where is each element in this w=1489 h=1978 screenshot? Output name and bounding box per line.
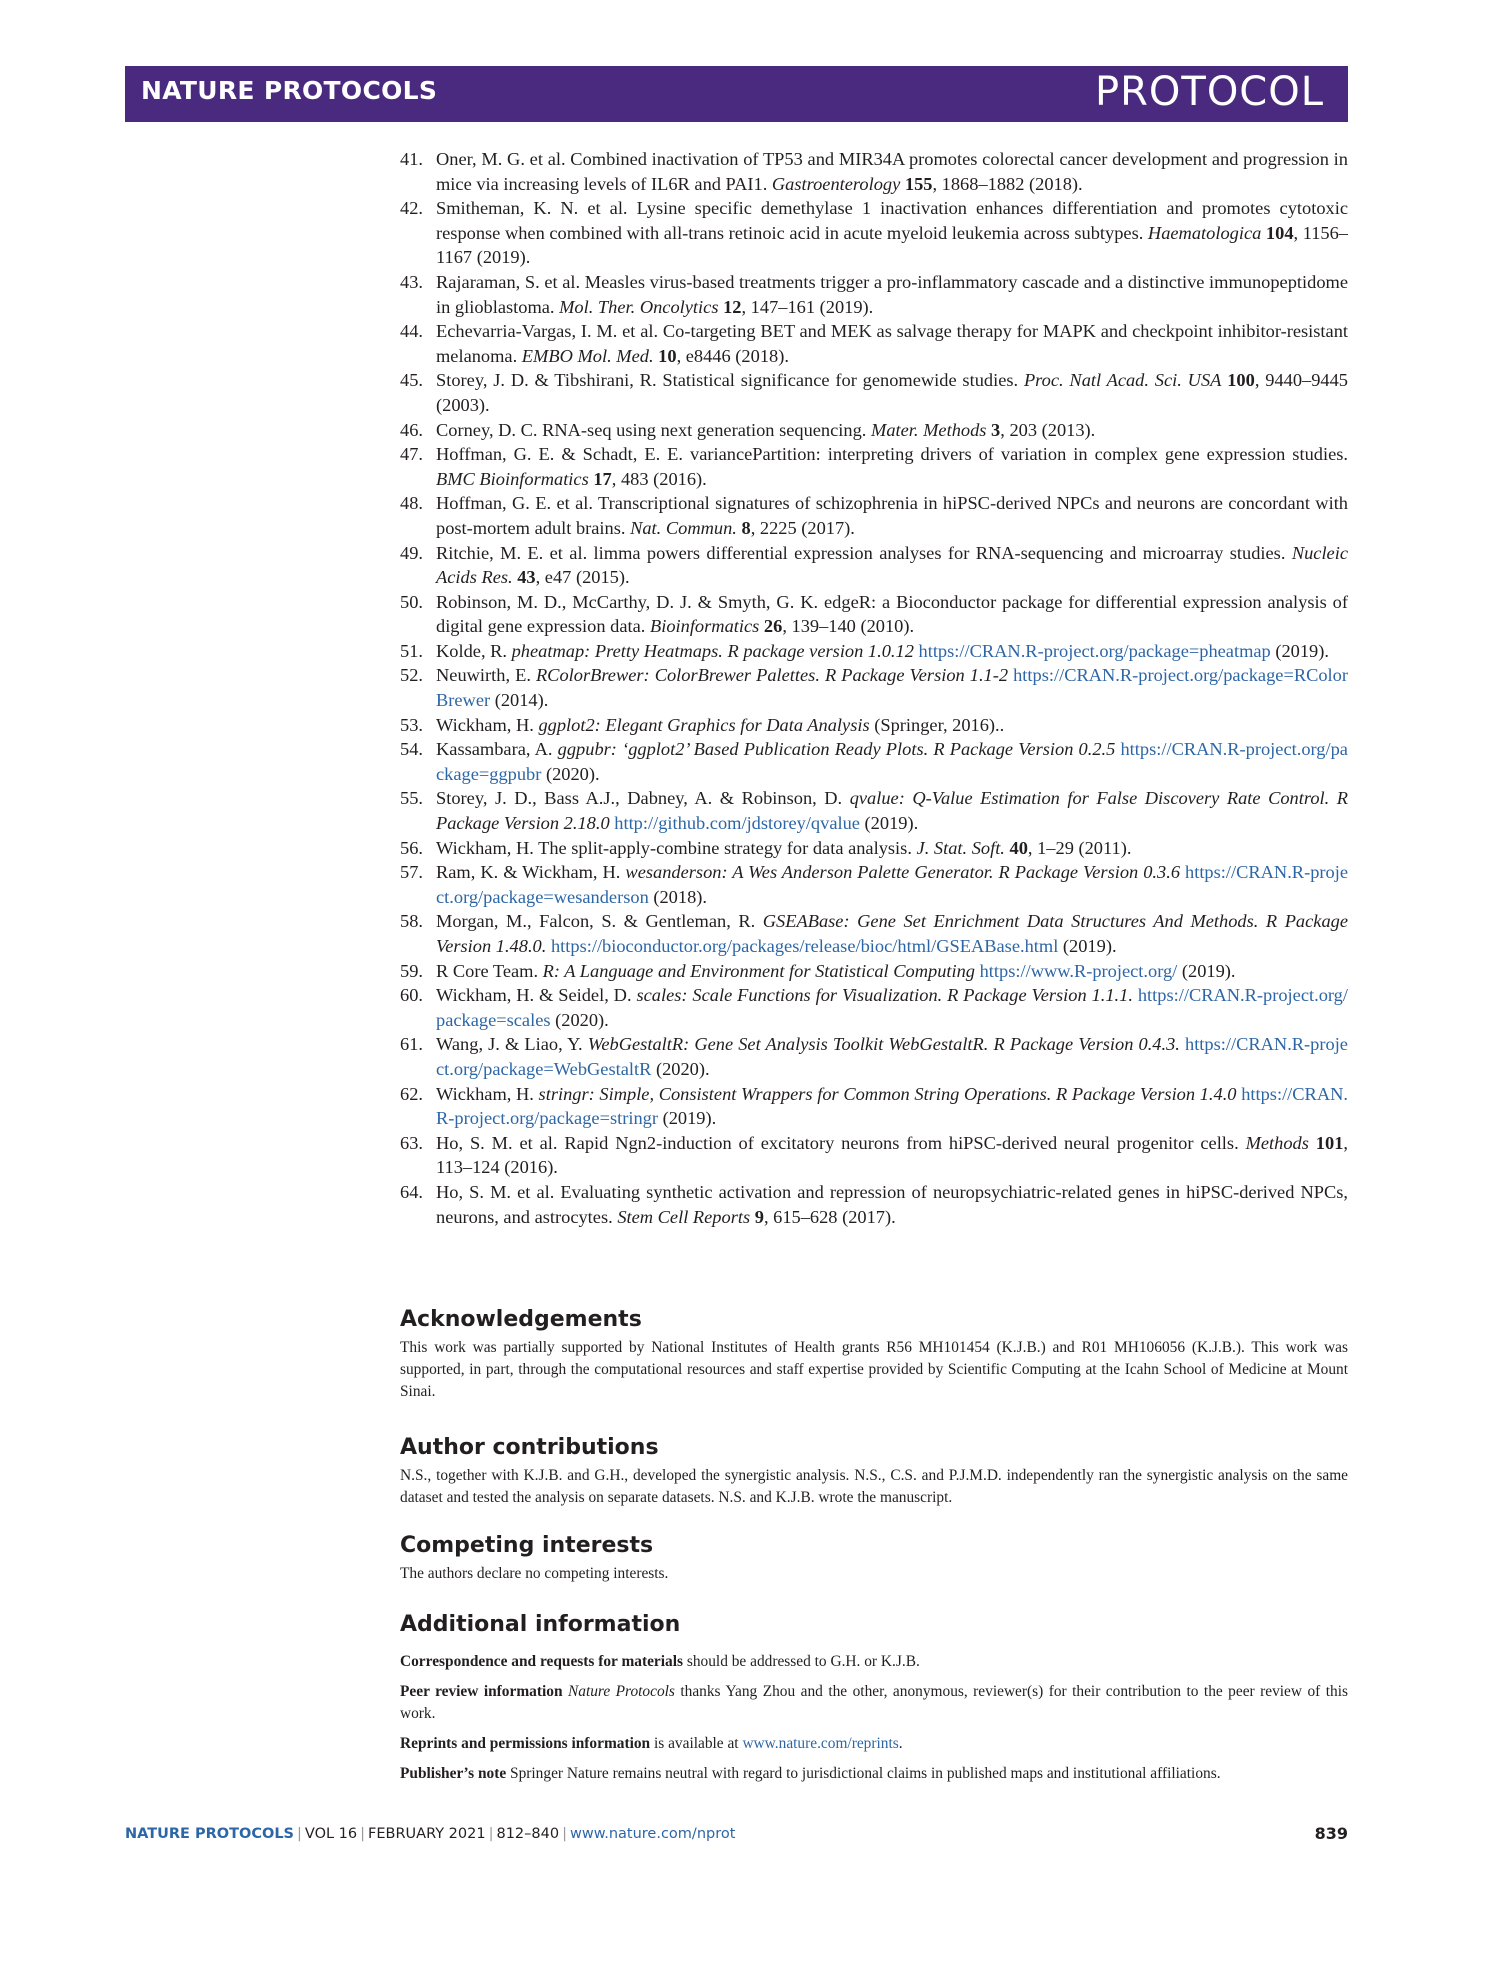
footer-date: FEBRUARY 2021 — [368, 1826, 486, 1842]
reference-italic-text: Proc. Natl Acad. Sci. USA — [1023, 370, 1222, 391]
reference-volume: 9 — [754, 1206, 764, 1227]
reference-volume: 12 — [723, 296, 742, 317]
reference-italic-text: Nucleic Acids Res. — [436, 542, 1348, 588]
acknowledgements-text: This work was partially supported by National Institutes of Health grants R56 MH101454 (K.J.B.) and R01 MH106056 (K.J.B.). This work was supported, in part, through the computational resources and staff expertise provided by Scientific Computing at the Icahn School of Medicine at Mount Sinai. — [400, 1339, 1348, 1400]
reference-link[interactable]: https://www.R-project.org/ — [979, 960, 1178, 981]
publisher-note — [400, 1763, 1348, 1785]
reference-link[interactable]: https://bioconductor.org/packages/release/bioc/html/GSEABase.html — [550, 936, 1059, 956]
reference-italic-text: Mater. Methods — [871, 419, 987, 440]
reference-volume: 155 — [904, 173, 933, 194]
reference-number: 60. — [400, 985, 423, 1006]
reference-italic-text: scales: Scale Functions for Visualization. R Package Version 1.1.1. — [636, 985, 1133, 1006]
reference-text: Echevarria-Vargas, I. M. et al. Co-targeting BET and MEK as salvage therapy for MAPK and checkpoint inhibitor-resistant melanoma. — [436, 321, 1348, 366]
reference-item — [400, 491, 1348, 540]
reference-text — [1309, 1133, 1316, 1153]
reference-text: , 147–161 (2019). — [741, 296, 874, 317]
reference-italic-text: ggplot2: Elegant Graphics for Data Analysis — [538, 714, 870, 735]
reprints-label: Reprints and permissions information — [400, 1735, 651, 1752]
reference-item — [400, 418, 1348, 443]
reference-item — [400, 737, 1348, 786]
reference-italic-text: qvalue: Q-Value Estimation for False Discovery Rate Control. R Package Version 2.18.0 — [436, 788, 1348, 834]
reference-text: (2019). — [1177, 960, 1236, 981]
reference-italic-text: Nat. Commun. — [630, 517, 737, 538]
acknowledgements-heading: Acknowledgements — [400, 1307, 642, 1332]
reference-text: , 1156–1167 (2019). — [436, 222, 1349, 268]
peer-review-text: thanks Yang Zhou and the other, anonymous, reviewer(s) for their contribution to the peer review of this work. — [400, 1683, 1348, 1722]
reference-volume: 10 — [658, 345, 677, 366]
reference-text: , 483 (2016). — [611, 468, 707, 489]
reprints-link[interactable]: www.nature.com/reprints — [742, 1735, 899, 1752]
reference-item — [400, 959, 1348, 984]
reference-text: Rajaraman, S. et al. Measles virus-based treatments trigger a pro-inflammatory cascade and a distinctive immunopeptidome in glioblastoma. — [436, 271, 1348, 317]
correspondence-note — [400, 1651, 1348, 1673]
reference-text: Hoffman, G. E. et al. Transcriptional signatures of schizophrenia in hiPSC-derived NPCs and neurons are concordant with post-mortem adult brains. — [436, 493, 1348, 538]
reference-number: 56. — [400, 837, 423, 858]
reference-item — [400, 836, 1348, 861]
reference-text: , 203 (2013). — [1000, 419, 1096, 440]
reference-text: Wickham, H. & Seidel, D. — [436, 985, 637, 1006]
reference-text: Neuwirth, E. — [436, 665, 536, 686]
reference-volume: 3 — [991, 419, 1001, 440]
footer-url[interactable]: www.nature.com/nprot — [569, 1826, 736, 1842]
article-type: PROTOCOL — [1094, 69, 1324, 115]
reference-text: Kassambara, A. — [436, 739, 558, 760]
reference-item — [400, 663, 1348, 712]
reference-italic-text: RColorBrewer: ColorBrewer Palettes. R Package Version 1.1-2 — [535, 665, 1009, 686]
reference-number: 58. — [400, 911, 423, 932]
reference-italic-text: EMBO Mol. Med. — [521, 345, 654, 366]
reference-link[interactable]: https://CRAN.R-project.org/package=ggpubr — [436, 739, 1348, 784]
correspondence-text: should be addressed to G.H. or K.J.B. — [683, 1653, 920, 1670]
reference-text: (2014). — [490, 690, 549, 711]
publisher-note-text: Springer Nature remains neutral with regard to jurisdictional claims in published maps and institutional affiliations. — [506, 1765, 1221, 1782]
reference-item — [400, 196, 1348, 270]
reference-italic-text: Bioinformatics — [649, 616, 760, 637]
additional-information-section — [400, 1612, 1348, 1793]
footer-pages: 812–840 — [496, 1826, 560, 1842]
reference-text: Corney, D. C. RNA-seq using next generation sequencing. — [436, 419, 871, 440]
publisher-note-label: Publisher’s note — [400, 1765, 507, 1782]
author-contributions-heading: Author contributions — [400, 1435, 659, 1460]
reference-text: , 1–29 (2011). — [1027, 837, 1132, 858]
reference-volume: 17 — [593, 468, 612, 489]
reference-item — [400, 1082, 1348, 1131]
page-number: 839 — [1314, 1824, 1348, 1843]
reference-italic-text: Stem Cell Reports — [617, 1206, 751, 1227]
reprints-end: . — [898, 1735, 903, 1752]
reference-link[interactable]: https://CRAN.R-project.org/package=RColorBrewer — [436, 665, 1348, 711]
reference-text: , e47 (2015). — [535, 567, 630, 588]
reference-text: , e8446 (2018). — [676, 345, 789, 366]
reference-italic-text: ggpubr: ‘ggplot2’ Based Publication Ready Plots. R Package Version 0.2.5 — [557, 739, 1116, 760]
reference-text: (2020). — [550, 1009, 609, 1030]
reference-item — [400, 1180, 1348, 1229]
reference-number: 63. — [400, 1132, 423, 1153]
reference-text: Morgan, M., Falcon, S. & Gentleman, R. — [436, 911, 763, 932]
acknowledgements-section — [400, 1307, 1348, 1403]
additional-information-heading: Additional information — [400, 1612, 681, 1637]
reference-volume: 26 — [763, 616, 783, 637]
reference-volume: 104 — [1265, 222, 1294, 243]
reference-item — [400, 442, 1348, 491]
reference-italic-text: pheatmap: Pretty Heatmaps. R package version 1.0.12 — [511, 640, 914, 661]
reference-number: 47. — [400, 444, 423, 465]
reference-item — [400, 860, 1348, 909]
reference-volume: 43 — [517, 567, 536, 588]
author-contributions-section — [400, 1435, 1348, 1509]
reference-text: , 139–140 (2010). — [782, 616, 915, 637]
author-contributions-text: N.S., together with K.J.B. and G.H., developed the synergistic analysis. N.S., C.S. and P.J.M.D. independently ran the synergistic analysis on the same dataset and tested the analysis on separate datasets. N.S. and K.J.B. wrote the manuscript. — [400, 1467, 1348, 1506]
reference-italic-text: Methods — [1245, 1132, 1309, 1153]
reference-item — [400, 368, 1348, 417]
reference-number: 49. — [400, 542, 423, 563]
reference-number: 43. — [400, 271, 423, 292]
page-footer: NATURE PROTOCOLS | VOL 16 | FEBRUARY 2021 | 812–840 | www.nature.com/nprot 839 — [125, 1824, 1348, 1843]
reference-text: Ram, K. & Wickham, H. — [436, 862, 626, 883]
reference-volume: 8 — [741, 517, 751, 538]
peer-review-label: Peer review information — [400, 1683, 563, 1700]
reference-text: (2020). — [651, 1058, 710, 1079]
correspondence-label: Correspondence and requests for materials — [400, 1653, 683, 1670]
reference-item — [400, 909, 1348, 958]
reference-link[interactable]: https://CRAN.R-project.org/package=pheatmap — [918, 640, 1271, 661]
reference-volume: 100 — [1227, 370, 1255, 391]
competing-interests-heading: Competing interests — [400, 1533, 654, 1558]
peer-review-note — [400, 1681, 1348, 1725]
reference-text: Robinson, M. D., McCarthy, D. J. & Smyth, G. K. edgeR: a Bioconductor package for differential expression analysis of digital gene expression data. — [436, 591, 1348, 637]
reference-number: 42. — [400, 198, 423, 219]
journal-name: NATURE PROTOCOLS — [141, 76, 438, 105]
reference-item — [400, 983, 1348, 1032]
reference-text: Hoffman, G. E. & Schadt, E. E. variancePartition: interpreting drivers of variation in complex gene expression studies. — [436, 444, 1348, 465]
reference-number: 48. — [400, 493, 423, 514]
reference-number: 55. — [400, 788, 423, 809]
reference-number: 45. — [400, 370, 423, 391]
reference-text: Kolde, R. — [436, 640, 512, 661]
reference-text: Wickham, H. — [436, 714, 539, 735]
reference-italic-text: GSEABase: Gene Set Enrichment Data Structures And Methods. R Package Version 1.48.0. — [436, 911, 1348, 956]
reference-item — [400, 319, 1348, 368]
reference-item — [400, 786, 1348, 835]
reference-text: Ritchie, M. E. et al. limma powers differential expression analyses for RNA-sequencing and microarray studies. — [436, 542, 1292, 563]
reference-italic-text: Gastroenterology — [771, 173, 901, 194]
reference-text: , 9440–9445 (2003). — [436, 370, 1349, 415]
reference-item — [400, 541, 1348, 590]
reference-number: 54. — [400, 739, 423, 760]
reference-item — [400, 270, 1348, 319]
reference-number: 62. — [400, 1083, 423, 1104]
reference-italic-text: BMC Bioinformatics — [436, 468, 589, 489]
footer-volume: VOL 16 — [304, 1826, 358, 1842]
reference-text: , 615–628 (2017). — [763, 1206, 896, 1227]
reference-text: R Core Team. — [436, 960, 543, 981]
reference-volume: 101 — [1315, 1132, 1344, 1153]
reference-text: Wickham, H. — [436, 1083, 539, 1104]
reference-number: 52. — [400, 665, 423, 686]
reference-text: (2018). — [648, 886, 707, 907]
reference-italic-text: J. Stat. Soft. — [916, 837, 1005, 858]
reference-link[interactable]: http://github.com/jdstorey/qvalue — [614, 813, 860, 834]
reference-link[interactable]: https://CRAN.R-project.org/package=wesanderson — [436, 862, 1348, 907]
reference-number: 50. — [400, 591, 423, 612]
reference-text: Smitheman, K. N. et al. Lysine specific demethylase 1 inactivation enhances differentiation and promotes cytotoxic response when combined with all-trans retinoic acid in acute myeloid leukemia across subtypes. — [436, 198, 1348, 243]
reference-italic-text: WebGestaltR: Gene Set Analysis Toolkit WebGestaltR. R Package Version 0.4.3. — [587, 1034, 1180, 1055]
reference-text: (2019). — [1270, 640, 1329, 661]
reference-number: 53. — [400, 714, 423, 735]
reference-item — [400, 1131, 1348, 1180]
reference-italic-text: Haematologica — [1147, 222, 1262, 243]
reference-number: 61. — [400, 1034, 423, 1055]
reference-link[interactable]: https://CRAN.R-project.org/package=stringr — [436, 1083, 1348, 1129]
reference-item — [400, 1032, 1348, 1081]
reference-number: 51. — [400, 640, 423, 661]
reference-text: Storey, J. D., Bass A.J., Dabney, A. & Robinson, D. — [436, 788, 850, 809]
reference-text: , 2225 (2017). — [750, 517, 855, 538]
reference-text: (2019). — [859, 813, 919, 834]
reference-italic-text: wesanderson: A Wes Anderson Palette Generator. R Package Version 0.3.6 — [625, 862, 1181, 883]
competing-interests-text: The authors declare no competing interests. — [400, 1565, 669, 1582]
reference-item — [400, 590, 1348, 639]
reference-text: (2020). — [541, 763, 600, 784]
reference-text: Wang, J. & Liao, Y. — [436, 1034, 588, 1055]
reference-text: (Springer, 2016).. — [869, 714, 1005, 735]
reference-text: Oner, M. G. et al. Combined inactivation of TP53 and MIR34A promotes colorectal cancer development and progression in mice via increasing levels of IL6R and PAI1. — [436, 149, 1348, 194]
header-banner — [125, 66, 1348, 122]
reference-number: 46. — [400, 419, 423, 440]
reference-text: Ho, S. M. et al. Evaluating synthetic activation and repression of neuropsychiatric-related genes in hiPSC-derived NPCs, neurons, and astrocytes. — [436, 1181, 1348, 1227]
reference-item — [400, 713, 1348, 738]
footer-journal: NATURE PROTOCOLS — [125, 1826, 295, 1842]
reference-text: , 1868–1882 (2018). — [932, 173, 1083, 194]
reference-italic-text: stringr: Simple, Consistent Wrappers for Common String Operations. R Package Version 1.4.0 — [538, 1083, 1237, 1104]
reference-text: (2019). — [1058, 936, 1117, 956]
reference-text: (2019). — [657, 1108, 717, 1129]
reference-volume: 40 — [1009, 837, 1028, 858]
reference-item — [400, 639, 1348, 664]
reference-italic-text: Mol. Ther. Oncolytics — [559, 296, 719, 317]
reference-item — [400, 147, 1348, 196]
reference-link[interactable]: https://CRAN.R-project.org/package=scales — [436, 985, 1348, 1030]
peer-review-journal: Nature Protocols — [567, 1683, 675, 1700]
reference-text: Storey, J. D. & Tibshirani, R. Statistical significance for genomewide studies. — [436, 370, 1024, 391]
reference-text: Ho, S. M. et al. Rapid Ngn2-induction of excitatory neurons from hiPSC-derived neural progenitor cells. — [436, 1132, 1246, 1153]
reference-number: 64. — [400, 1181, 423, 1202]
reference-number: 44. — [400, 321, 423, 342]
reprints-text: is available at — [650, 1735, 743, 1752]
reference-text: , 113–124 (2016). — [436, 1132, 1348, 1178]
reprints-note — [400, 1733, 1348, 1755]
reference-number: 57. — [400, 862, 423, 883]
reference-italic-text: R: A Language and Environment for Statistical Computing — [542, 960, 975, 981]
reference-link[interactable]: https://CRAN.R-project.org/package=WebGestaltR — [436, 1034, 1348, 1079]
reference-number: 41. — [400, 149, 423, 169]
reference-text: Wickham, H. The split-apply-combine strategy for data analysis. — [436, 837, 917, 858]
reference-list — [400, 147, 1348, 1229]
competing-interests-section — [400, 1533, 1348, 1585]
reference-number: 59. — [400, 960, 423, 981]
